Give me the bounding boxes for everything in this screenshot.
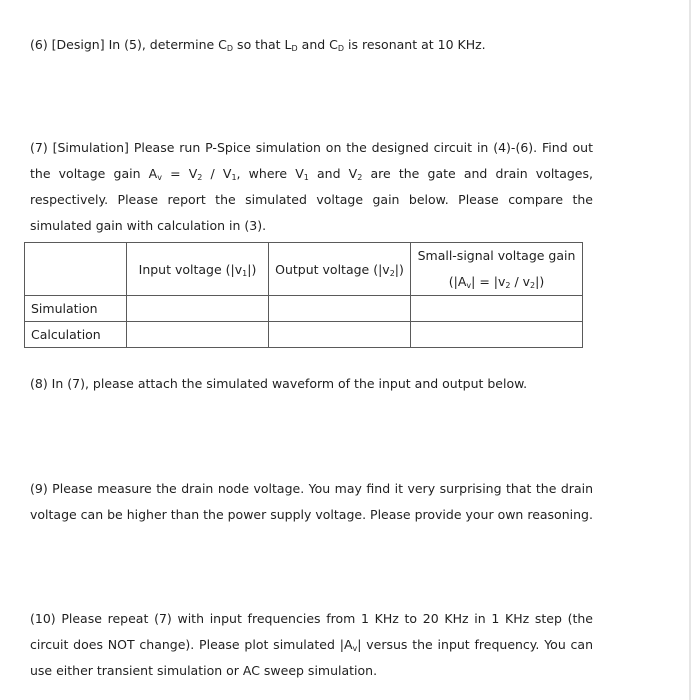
q7-text-b: = V [161, 166, 198, 181]
q6-text-mid2: and C [297, 37, 338, 52]
header-output-voltage [269, 243, 411, 296]
q7-sub-2: 2 [197, 173, 203, 182]
header-input-sub: 1 [242, 268, 248, 278]
cell-calc-gain[interactable] [411, 322, 583, 348]
question-8: (8) In (7), please attach the simulated waveform of the input and output below. [30, 376, 528, 391]
row-label-calculation: Calculation [25, 322, 127, 348]
q7-text-f: are the gate and drain voltages, respectively. Please report the simulated voltage gain below. Please compare the simulated gain with calculation in (3). [30, 166, 593, 233]
q7-text-c: / V [202, 166, 232, 181]
gain-d: |) [535, 274, 545, 289]
q10-text-b: | versus the input frequency. You can use either transient simulation or AC sweep simulation. [30, 637, 593, 678]
table-row [25, 296, 583, 322]
q6-sub-3: D [337, 44, 345, 53]
header-input-post: |) [247, 261, 257, 277]
header-gain-line2 [411, 269, 582, 295]
q6-text-post: is resonant at 10 KHz. [344, 37, 486, 52]
gain-sub-2: 2 [505, 281, 511, 290]
question-9: (9) Please measure the drain node voltage. You may find it very surprising that the drain voltage can be higher than the power supply voltage. Please provide your own reasoning. [30, 481, 593, 522]
header-voltage-gain [411, 243, 583, 296]
gain-a: (|A [448, 274, 467, 289]
q10-text-a: (10) Please repeat (7) with input frequencies from 1 KHz to 20 KHz in 1 KHz step (the circuit does NOT change). Please plot simulated |A [30, 611, 593, 652]
header-empty-cell [25, 243, 127, 296]
cell-sim-input[interactable] [127, 296, 269, 322]
header-input-voltage [127, 243, 269, 296]
gain-sub-3: 2 [530, 281, 536, 290]
q6-sub-2: D [291, 44, 298, 53]
question-6 [30, 32, 593, 58]
q6-text-pre: (6) [Design] In (5), determine C [30, 37, 227, 52]
q7-sub-5: 2 [357, 173, 363, 182]
q10-sub-1: v [352, 644, 358, 653]
cell-calc-output[interactable] [269, 322, 411, 348]
header-gain-line1: Small-signal voltage gain [417, 248, 576, 263]
results-table [24, 242, 583, 348]
table-header-row [25, 243, 583, 296]
q7-sub-4: 1 [303, 173, 309, 182]
q7-sub-1: v [157, 173, 162, 182]
gain-sub-1: v [466, 281, 472, 290]
q7-text-e: and V [308, 166, 358, 181]
cell-calc-input[interactable] [127, 322, 269, 348]
cell-sim-gain[interactable] [411, 296, 583, 322]
q6-sub-1: D [226, 44, 234, 53]
question-10 [30, 606, 593, 684]
header-output-pre: Output voltage (|v [275, 261, 390, 277]
cell-sim-output[interactable] [269, 296, 411, 322]
question-7 [30, 135, 593, 239]
gain-b: | = |v [471, 274, 506, 289]
q6-text-mid1: so that L [233, 37, 292, 52]
header-input-pre: Input voltage (|v [138, 261, 243, 277]
row-label-simulation: Simulation [25, 296, 127, 322]
q7-sub-3: 1 [231, 173, 237, 182]
q7-text-a: (7) [Simulation] Please run P-Spice simulation on the designed circuit in (4)-(6). Find out the voltage gain A [30, 140, 593, 181]
header-output-sub: 2 [389, 268, 395, 278]
table-row [25, 322, 583, 348]
gain-c: / v [510, 274, 531, 289]
header-output-post: |) [394, 261, 404, 277]
q7-text-d: , where V [236, 166, 304, 181]
